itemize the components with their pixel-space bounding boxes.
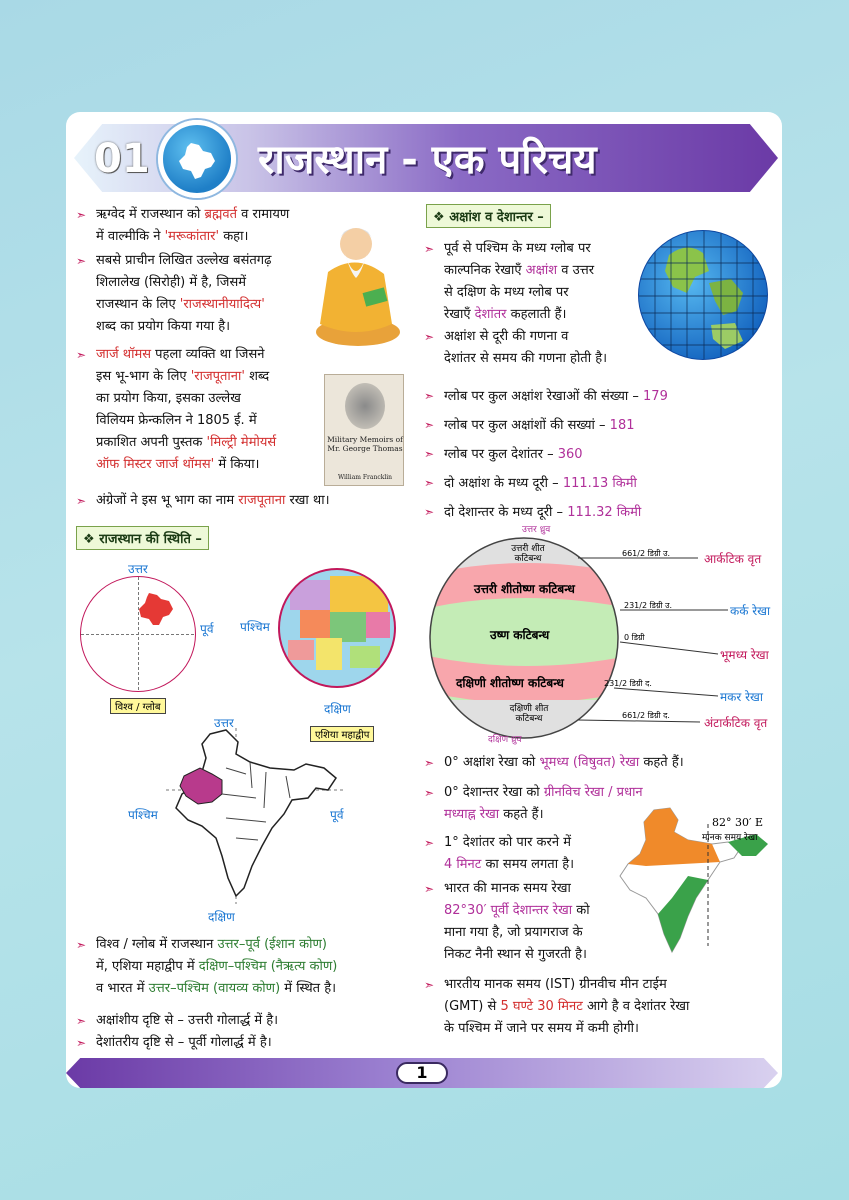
- text: दो देशान्तर के मध्य दूरी –: [444, 505, 568, 520]
- text-highlight: देशांतर: [474, 307, 507, 322]
- text: कहते हैं।: [499, 807, 544, 822]
- bullet-icon: ➣: [424, 418, 435, 432]
- right-para-2: [424, 326, 750, 370]
- left-para-latitude: [76, 1010, 402, 1032]
- text: में किया।: [214, 457, 260, 472]
- text-highlight: अक्षांश: [525, 263, 558, 278]
- label-south-temperate: दक्षिणी शीतोष्ण कटिबन्ध: [456, 676, 564, 690]
- text-highlight: उत्तर–पश्चिम (वायव्य कोण): [148, 981, 281, 996]
- label-torrid: उष्ण कटिबन्ध: [490, 628, 550, 642]
- line-antarctic-label: अंटार्कटिक वृत: [704, 716, 768, 730]
- text-highlight: 181: [609, 418, 635, 433]
- deg-cancer: 231/2 डिग्री उ.: [624, 601, 673, 610]
- text: रेखाएँ: [444, 307, 475, 322]
- book-author: William Francklin: [337, 474, 393, 481]
- bullet-icon: ➣: [76, 1014, 87, 1028]
- text: आगे है व देशांतर रेखा: [582, 999, 690, 1014]
- text: कहते हैं।: [639, 755, 684, 770]
- book-title-line-1: Military Memoirs of: [327, 435, 403, 444]
- india-standard-time-map: [616, 806, 772, 954]
- text-highlight: 360: [557, 447, 583, 462]
- text: अक्षांश से दूरी की गणना व: [444, 329, 569, 344]
- deg-capricorn: 231/2 डिग्री द.: [604, 679, 652, 688]
- line-equator-label: भूमध्य रेखा: [720, 648, 769, 662]
- right-facts-list: [424, 382, 760, 527]
- fact-item: [424, 440, 760, 469]
- diamond-bullet-icon: ❖: [83, 532, 100, 547]
- book-title-line-2: Mr. George Thomas: [327, 444, 403, 453]
- label-east-1: पूर्व: [200, 622, 214, 636]
- text-highlight: 'राजस्थानीयादित्य': [179, 297, 265, 312]
- text: में स्थित है।: [280, 981, 337, 996]
- bullet-icon: ➣: [76, 208, 87, 222]
- world-circle-diagram: [80, 576, 196, 692]
- text-highlight: दक्षिण–पश्चिम (नैऋत्य कोण): [198, 959, 338, 974]
- text: पहला व्यक्ति था जिसने: [151, 347, 265, 362]
- text-highlight: 4 मिनट: [444, 857, 482, 872]
- text: व भारत में: [96, 981, 149, 996]
- text: विश्व / ग्लोब में राजस्थान: [96, 937, 218, 952]
- label-west-2: पश्चिम: [240, 620, 270, 634]
- text-highlight: भूमध्य (विषुवत) रेखा: [539, 755, 640, 770]
- bullet-icon: ➣: [424, 242, 435, 256]
- text: सबसे प्राचीन लिखित उल्लेख बसंतगढ़: [96, 253, 272, 268]
- text-highlight: 111.32 किमी: [567, 505, 642, 520]
- text-highlight: 'राजपूताना': [190, 369, 245, 384]
- bullet-icon: ➣: [424, 978, 435, 992]
- section-heading-position: [76, 526, 209, 550]
- meridian-degree-label: 82° 30′ E: [712, 816, 764, 829]
- text-highlight: 'मरूकांतार': [164, 229, 220, 244]
- text: अक्षांशीय दृष्टि से – उत्तरी गोलार्द्ध में है।: [96, 1013, 279, 1028]
- rajasthan-shape-icon: [137, 591, 177, 627]
- text: कहा।: [219, 229, 249, 244]
- bullet-icon: ➣: [76, 1036, 87, 1050]
- text: शब्द का प्रयोग किया गया है।: [96, 319, 231, 334]
- label-north-1: उत्तर: [128, 562, 148, 576]
- text: का समय लगता है।: [481, 857, 575, 872]
- right-para-ist: [424, 974, 772, 1040]
- text: (GMT) से: [444, 999, 501, 1014]
- tag-world: विश्व / ग्लोब: [110, 698, 166, 714]
- bullet-icon: ➣: [424, 756, 435, 770]
- text: शिलालेख (सिरोही) में है, जिसमें: [96, 275, 247, 290]
- text: पूर्व से पश्चिम के मध्य ग्लोब पर: [444, 241, 591, 256]
- text: के पश्चिम में जाने पर समय में कमी होगी।: [444, 1021, 639, 1036]
- bullet-icon: ➣: [424, 447, 435, 461]
- text: प्रकाशित अपनी पुस्तक: [96, 435, 207, 450]
- fact-item: [424, 498, 760, 527]
- section-heading-latlong: [426, 204, 551, 228]
- deg-antarctic: 661/2 डिग्री द.: [622, 711, 670, 720]
- portrait-medallion: [345, 383, 385, 429]
- bullet-icon: ➣: [424, 476, 435, 490]
- fact-item: [424, 382, 760, 411]
- bullet-icon: ➣: [76, 254, 87, 268]
- text-highlight: 5 घण्टे 30 मिनट: [500, 999, 583, 1014]
- text: को: [572, 903, 590, 918]
- section-heading-text: अक्षांश व देशान्तर –: [449, 210, 544, 225]
- text: भारत की मानक समय रेखा: [444, 881, 571, 896]
- text: शब्द: [244, 369, 270, 384]
- bullet-icon: ➣: [424, 389, 435, 403]
- label-north-pole: उत्तर ध्रुव: [522, 525, 551, 535]
- text: व उत्तर: [557, 263, 595, 278]
- tag-asia: एशिया महाद्वीप: [310, 726, 374, 742]
- text: काल्पनिक रेखाएँ: [444, 263, 526, 278]
- text: का प्रयोग किया, इसका उल्लेख: [96, 391, 241, 406]
- right-para-equator: [424, 752, 770, 774]
- label-south-2: दक्षिण: [324, 702, 351, 716]
- text: में, एशिया महाद्वीप में: [96, 959, 199, 974]
- bullet-icon: ➣: [424, 836, 435, 850]
- text-highlight: 'मिल्ट्री मेमोयर्स: [206, 435, 277, 450]
- bullet-icon: ➣: [424, 882, 435, 896]
- text-highlight: 82°30′ पूर्वी देशान्तर रेखा: [444, 903, 573, 918]
- bullet-icon: ➣: [424, 330, 435, 344]
- text: में वाल्मीकि ने: [96, 229, 165, 244]
- bullet-icon: ➣: [76, 348, 87, 362]
- text-highlight: मध्याह्न रेखा: [444, 807, 500, 822]
- page-title: राजस्थान - एक परिचय: [258, 137, 597, 183]
- text: ऋग्वेद में राजस्थान को: [96, 207, 205, 222]
- label-south-3: दक्षिण: [208, 910, 235, 924]
- line-cancer-label: कर्क रेखा: [730, 604, 771, 618]
- fact-item: [424, 411, 760, 440]
- text: कहलाती हैं।: [506, 307, 567, 322]
- bullet-icon: ➣: [76, 494, 87, 508]
- text: 1° देशांतर को पार करने में: [444, 835, 571, 850]
- page-sheet: [66, 112, 782, 1088]
- text: भारतीय मानक समय (IST) ग्रीनवीच मीन टाईम: [444, 977, 667, 992]
- section-heading-text: राजस्थान की स्थिति –: [99, 532, 202, 547]
- text-highlight: ऑफ मिस्टर जार्ज थॉमस': [96, 457, 215, 472]
- chapter-number: 01: [94, 136, 150, 182]
- india-map: [166, 728, 346, 904]
- text: रखा था।: [285, 493, 330, 508]
- text: दो अक्षांश के मध्य दूरी –: [444, 476, 563, 491]
- bullet-icon: ➣: [76, 938, 87, 952]
- meridian-caption: मानक समय रेखा: [702, 833, 758, 843]
- asia-globe-map: [278, 568, 396, 688]
- right-para-standard-time: [424, 878, 640, 966]
- text: माना गया है, जो प्रयागराज के: [444, 925, 583, 940]
- text-highlight: उत्तर–पूर्व (ईशान कोण): [217, 937, 327, 952]
- text-highlight: ग्रीनविच रेखा / प्रधान: [543, 785, 643, 800]
- deg-arctic: 661/2 डिग्री उ.: [622, 549, 671, 558]
- left-para-position: [76, 934, 412, 1000]
- text-highlight: जार्ज थॉमस: [96, 347, 152, 362]
- left-para-2: [76, 250, 332, 338]
- text: अंग्रेजों ने इस भू भाग का नाम: [96, 493, 239, 508]
- label-north-temperate: उत्तरी शीतोष्ण कटिबन्ध: [474, 582, 575, 596]
- chapter-banner: [66, 124, 778, 192]
- text: देशांतरीय दृष्टि से – पूर्वी गोलार्द्ध में है।: [96, 1035, 272, 1050]
- text: इस भू-भाग के लिए: [96, 369, 191, 384]
- label-north-3: उत्तर: [214, 716, 234, 730]
- book-cover-image: [324, 374, 404, 486]
- text: ग्लोब पर कुल देशांतर –: [444, 447, 558, 462]
- left-para-longitude: [76, 1032, 402, 1054]
- label-east-3: पूर्व: [330, 808, 344, 822]
- line-arctic-label: आर्कटिक वृत: [704, 552, 762, 566]
- text: विलियम फ्रेन्कलिन ने 1805 ई. में: [96, 413, 257, 428]
- label-west-3: पश्चिम: [128, 808, 158, 822]
- text-highlight: राजपूताना: [238, 493, 286, 508]
- text: 0° अक्षांश रेखा को: [444, 755, 540, 770]
- fact-item: [424, 469, 760, 498]
- diamond-bullet-icon: ❖: [433, 210, 450, 225]
- text: देशांतर से समय की गणना होती है।: [444, 351, 608, 366]
- bullet-icon: ➣: [424, 505, 435, 519]
- left-para-1: [76, 204, 322, 248]
- label-south-frigid: दक्षिणी शीत कटिबन्ध: [509, 704, 549, 724]
- heat-zones-diagram: [428, 525, 780, 748]
- label-north-frigid: उत्तरी शीत कटिबन्ध: [511, 544, 545, 564]
- valmiki-sage-image: [306, 212, 404, 348]
- text: ग्लोब पर कुल अक्षांश रेखाओं की संख्या –: [444, 389, 644, 404]
- right-para-1: [424, 238, 644, 326]
- text: ग्लोब पर कुल अक्षांशों की सख्यां –: [444, 418, 610, 433]
- text: व रामायण: [237, 207, 290, 222]
- right-para-minutes: [424, 832, 630, 876]
- text-highlight: 111.13 किमी: [562, 476, 637, 491]
- text: से दक्षिण के मध्य ग्लोब पर: [444, 285, 569, 300]
- label-south-pole: दक्षिण ध्रुव: [488, 735, 522, 745]
- text: राजस्थान के लिए: [96, 297, 180, 312]
- text: 0° देशान्तर रेखा को: [444, 785, 544, 800]
- left-para-3: [76, 344, 332, 476]
- rajasthan-globe-icon: [158, 120, 236, 198]
- text-highlight: ब्रह्मवर्त: [204, 207, 238, 222]
- page-number: 1: [396, 1062, 448, 1084]
- bullet-icon: ➣: [424, 786, 435, 800]
- left-para-4: [76, 490, 402, 512]
- text-highlight: 179: [643, 389, 668, 404]
- deg-equator: 0 डिग्री: [624, 633, 645, 642]
- line-capricorn-label: मकर रेखा: [720, 690, 763, 704]
- text: निकट नैनी स्थान से गुजरती है।: [444, 947, 587, 962]
